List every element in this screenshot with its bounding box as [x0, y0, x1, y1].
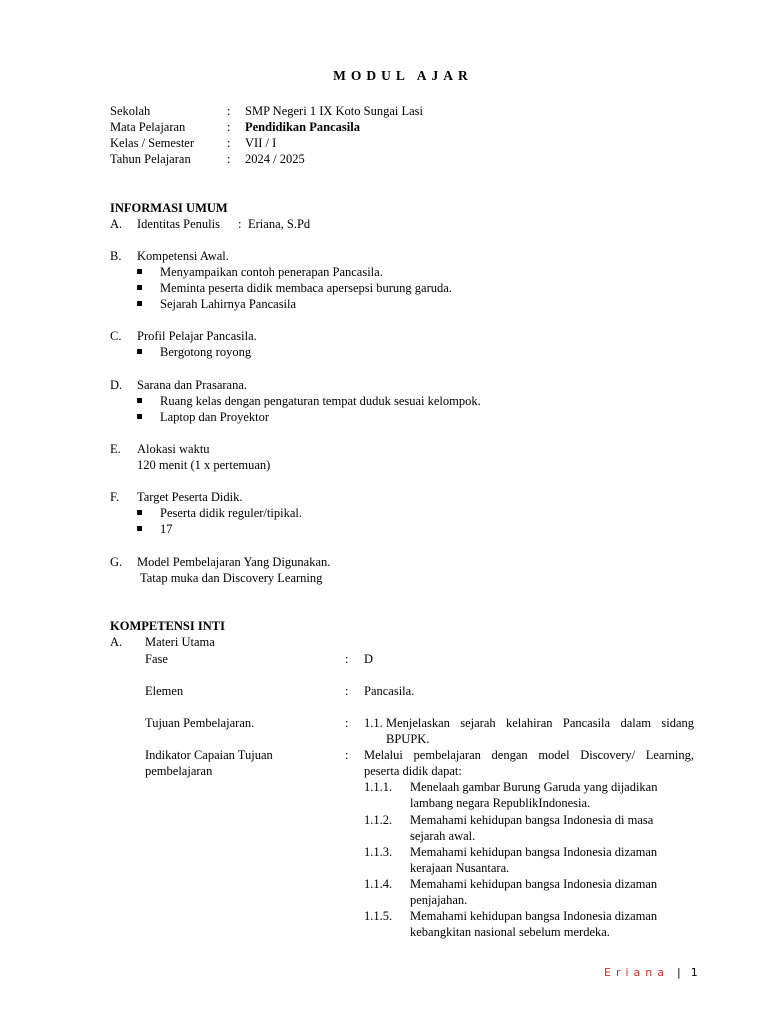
header-value-kelas: VII / I: [245, 136, 277, 150]
indikator-text: Memahami kehidupan bangsa Indonesia dizaman: [410, 909, 658, 923]
indikator-number: 1.1.3.: [364, 845, 393, 859]
header-colon: :: [227, 152, 231, 166]
identitas-label: Identitas Penulis: [137, 217, 220, 231]
model-label: Model Pembelajaran Yang Digunakan.: [137, 555, 331, 569]
indikator-number: 1.1.4.: [364, 877, 393, 891]
list-item: Ruang kelas dengan pengaturan tempat duduk sesuai kelompok.: [160, 394, 481, 408]
fase-colon: :: [345, 652, 349, 666]
footer-separator: |: [676, 966, 681, 979]
indikator-label-line2: pembelajaran: [145, 764, 213, 778]
list-item: Peserta didik reguler/tipikal.: [160, 506, 302, 520]
header-value-sekolah: SMP Negeri 1 IX Koto Sungai Lasi: [245, 104, 423, 118]
indikator-text: penjajahan.: [410, 893, 468, 907]
header-value-mata-pelajaran: Pendidikan Pancasila: [245, 120, 360, 134]
fase-label: Fase: [145, 652, 168, 666]
item-letter-d: D.: [110, 378, 123, 392]
item-letter-e: E.: [110, 442, 121, 456]
indikator-number: 1.1.5.: [364, 909, 393, 923]
footer-author: Eriana: [604, 966, 669, 979]
page-footer: [604, 966, 698, 980]
item-letter-f: F.: [110, 490, 120, 504]
indikator-label-line1: Indikator Capaian Tujuan: [145, 748, 273, 762]
indikator-text: kebangkitan nasional sebelum merdeka.: [410, 925, 610, 939]
list-item: Bergotong royong: [160, 345, 252, 359]
identitas-colon: :: [238, 217, 242, 231]
materi-utama-label: Materi Utama: [145, 635, 215, 649]
indikator-intro-line2: peserta didik dapat:: [364, 764, 462, 778]
tujuan-text-line2: BPUPK.: [386, 732, 430, 746]
list-item: Sejarah Lahirnya Pancasila: [160, 297, 297, 311]
indikator-text: Memahami kehidupan bangsa Indonesia di masa: [410, 813, 654, 827]
profil-pelajar-label: Profil Pelajar Pancasila.: [137, 329, 257, 343]
indikator-text: lambang negara RepublikIndonesia.: [410, 796, 591, 810]
target-label: Target Peserta Didik.: [137, 490, 243, 504]
indikator-text: Memahami kehidupan bangsa Indonesia dizaman: [410, 877, 658, 891]
header-label-tahun: Tahun Pelajaran: [110, 152, 191, 166]
ki-letter-a: A.: [110, 635, 123, 649]
indikator-number: 1.1.2.: [364, 813, 393, 827]
header-label-sekolah: Sekolah: [110, 104, 151, 118]
elemen-colon: :: [345, 684, 349, 698]
indikator-text: Memahami kehidupan bangsa Indonesia dizaman: [410, 845, 658, 859]
item-letter-b: B.: [110, 249, 122, 263]
item-letter-a: A.: [110, 217, 123, 231]
page-number: 1: [690, 966, 698, 979]
indikator-intro-line1: Melalui pembelajaran dengan model Discovery/ Learning,: [364, 748, 694, 762]
header-colon: :: [227, 120, 231, 134]
indikator-number: 1.1.1.: [364, 780, 393, 794]
header-value-tahun: 2024 / 2025: [245, 152, 305, 166]
model-value: Tatap muka dan Discovery Learning: [140, 571, 323, 585]
tujuan-number: 1.1.: [364, 716, 383, 730]
list-item: 17: [160, 522, 173, 536]
indikator-colon: :: [345, 748, 349, 762]
indikator-text: sejarah awal.: [410, 829, 476, 843]
list-item: Menyampaikan contoh penerapan Pancasila.: [160, 265, 383, 279]
item-letter-c: C.: [110, 329, 122, 343]
tujuan-text-line1: Menjelaskan sejarah kelahiran Pancasila dalam sidang: [386, 716, 694, 730]
header-colon: :: [227, 104, 231, 118]
list-item: Laptop dan Proyektor: [160, 410, 270, 424]
kompetensi-awal-label: Kompetensi Awal.: [137, 249, 229, 263]
header-label-mata-pelajaran: Mata Pelajaran: [110, 120, 186, 134]
indikator-text: kerajaan Nusantara.: [410, 861, 510, 875]
header-colon: :: [227, 136, 231, 150]
list-item: Meminta peserta didik membaca apersepsi burung garuda.: [160, 281, 452, 295]
tujuan-label: Tujuan Pembelajaran.: [145, 716, 255, 730]
indikator-text: Menelaah gambar Burung Garuda yang dijadikan: [410, 780, 658, 794]
item-letter-g: G.: [110, 555, 123, 569]
alokasi-label: Alokasi waktu: [137, 442, 210, 456]
fase-value: D: [364, 652, 374, 666]
tujuan-colon: :: [345, 716, 349, 730]
header-label-kelas: Kelas / Semester: [110, 136, 195, 150]
alokasi-value: 120 menit (1 x pertemuan): [137, 458, 271, 472]
elemen-label: Elemen: [145, 684, 184, 698]
identitas-value: Eriana, S.Pd: [248, 217, 311, 231]
sarana-label: Sarana dan Prasarana.: [137, 378, 248, 392]
section-heading-kompetensi-inti: KOMPETENSI INTI: [110, 619, 225, 633]
section-heading-informasi-umum: INFORMASI UMUM: [110, 201, 228, 215]
elemen-value: Pancasila.: [364, 684, 415, 698]
page-title: MODUL AJAR: [333, 68, 473, 83]
